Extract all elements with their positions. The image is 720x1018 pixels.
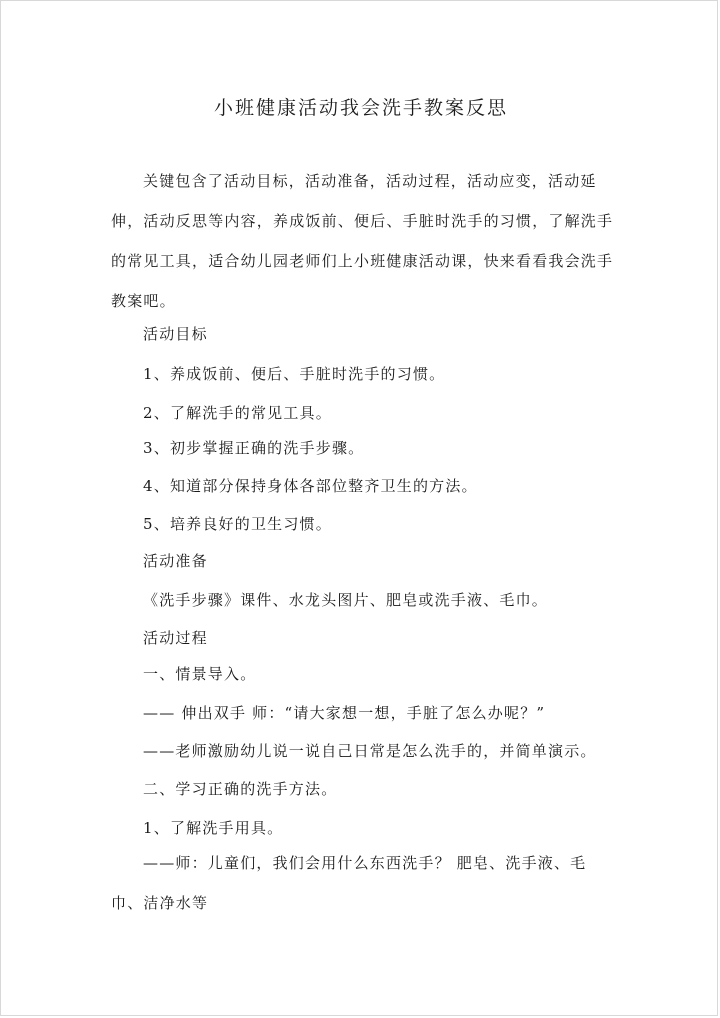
- goal-item: 2、了解洗手的常见工具。: [143, 404, 332, 422]
- document-title: 小班健康活动我会洗手教案反思: [213, 97, 508, 119]
- substep-heading: 1、了解洗手用具。: [143, 819, 284, 837]
- step-heading: 一、情景导入。: [143, 665, 257, 683]
- step-heading: 二、学习正确的洗手方法。: [143, 780, 338, 798]
- prep-text: 《洗手步骤》课件、水龙头图片、肥皂或洗手液、毛巾。: [143, 591, 549, 609]
- dialogue-line: —— 伸出双手 师：“请大家想一想，手脏了怎么办呢？”: [143, 704, 546, 722]
- goal-item: 3、初步掌握正确的洗手步骤。: [143, 439, 365, 457]
- goals-heading: 活动目标: [143, 325, 208, 343]
- goal-item: 4、知道部分保持身体各部位整齐卫生的方法。: [143, 477, 478, 495]
- prep-heading: 活动准备: [143, 552, 208, 570]
- intro-paragraph: 关键包含了活动目标，活动准备，活动过程，活动应变，活动延伸，活动反思等内容，养成饭前、便后、手脏时洗手的习惯，了解洗手的常见工具，适合幼儿园老师们上小班健康活动课，快来看看我会洗手教案吧。: [111, 172, 614, 310]
- dialogue-line: ——老师激励幼儿说一说自己日常是怎么洗手的，并简单演示。: [143, 742, 597, 760]
- process-heading: 活动过程: [143, 629, 208, 647]
- goal-item: 1、养成饭前、便后、手脏时洗手的习惯。: [143, 365, 446, 383]
- goal-item: 5、培养良好的卫生习惯。: [143, 515, 332, 533]
- dialogue-paragraph: ——师：儿童们，我们会用什么东西洗手？ 肥皂、洗手液、毛巾、洁净水等: [111, 854, 587, 912]
